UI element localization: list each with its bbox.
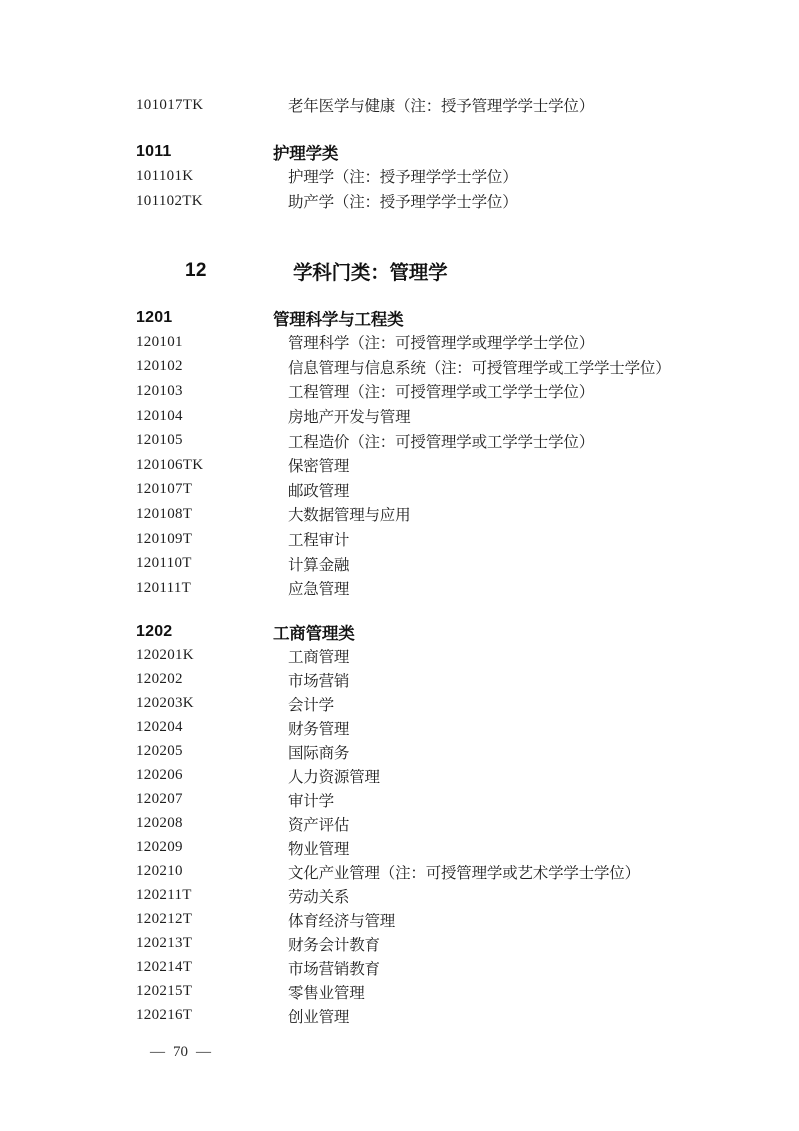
specialty-row <box>136 740 799 764</box>
specialty-row <box>136 884 799 908</box>
specialty-name: 大数据管理与应用 <box>288 507 411 525</box>
specialty-row <box>136 812 799 836</box>
specialty-code: 120201K <box>136 647 194 663</box>
footer-dash-right: — <box>196 1044 211 1060</box>
specialty-name: 护理学（注：授予理学学士学位） <box>288 169 518 187</box>
specialty-name: 人力资源管理 <box>288 768 380 786</box>
footer-dash-left: — <box>150 1044 165 1060</box>
specialty-row <box>136 93 799 118</box>
specialty-name: 工程造价（注：可授管理学或工学学士学位） <box>288 433 595 451</box>
specialty-name: 会计学 <box>288 696 334 714</box>
specialty-code: 120204 <box>136 719 183 735</box>
specialty-name: 物业管理 <box>288 840 350 858</box>
document-section <box>136 257 799 285</box>
specialty-name: 财务管理 <box>288 720 350 738</box>
specialty-name: 工程审计 <box>288 532 350 550</box>
category-name: 工商管理类 <box>273 624 355 643</box>
specialty-code: 120104 <box>136 407 183 424</box>
specialty-code: 120103 <box>136 382 183 399</box>
specialty-name: 市场营销 <box>288 672 350 690</box>
specialty-code: 120213T <box>136 935 193 951</box>
category-code: 1201 <box>136 308 173 326</box>
discipline-title: 学科门类：管理学 <box>293 262 448 285</box>
category-row <box>136 140 799 165</box>
specialty-row <box>136 551 799 576</box>
specialty-code: 120106TK <box>136 456 204 473</box>
specialty-row <box>136 956 799 980</box>
specialty-code: 120211T <box>136 887 192 903</box>
specialty-code: 120203K <box>136 695 194 711</box>
specialty-name: 财务会计教育 <box>288 936 380 954</box>
specialty-row <box>136 836 799 860</box>
specialty-row <box>136 692 799 716</box>
specialty-code: 120216T <box>136 1007 193 1023</box>
specialty-name: 老年医学与健康（注：授予管理学学士学位） <box>288 98 595 116</box>
specialty-row <box>136 576 799 601</box>
specialty-row <box>136 932 799 956</box>
specialty-name: 国际商务 <box>288 744 350 762</box>
specialty-code: 120110T <box>136 555 192 572</box>
document-section <box>136 93 799 118</box>
specialty-name: 应急管理 <box>288 581 350 599</box>
specialty-name: 房地产开发与管理 <box>288 409 411 427</box>
category-name: 护理学类 <box>273 144 339 163</box>
specialty-row <box>136 428 799 453</box>
specialty-row <box>136 330 799 355</box>
specialty-row <box>136 478 799 503</box>
specialty-name: 信息管理与信息系统（注：可授管理学或工学学士学位） <box>288 359 671 377</box>
specialty-code: 120202 <box>136 671 183 687</box>
specialty-code: 120107T <box>136 481 193 498</box>
discipline-code: 12 <box>185 260 207 282</box>
specialty-row <box>136 716 799 740</box>
category-name: 管理科学与工程类 <box>273 310 404 329</box>
specialty-code: 120109T <box>136 530 193 547</box>
page-number: 70 <box>173 1044 188 1060</box>
specialty-name: 计算金融 <box>288 556 350 574</box>
specialty-name: 体育经济与管理 <box>288 912 396 930</box>
specialty-name: 保密管理 <box>288 458 350 476</box>
specialty-name: 工商管理 <box>288 648 350 666</box>
specialty-code: 101017TK <box>136 96 204 113</box>
specialty-row <box>136 164 799 189</box>
specialty-row <box>136 860 799 884</box>
specialty-row <box>136 668 799 692</box>
discipline-header-row <box>136 257 799 285</box>
category-code: 1202 <box>136 622 173 640</box>
category-code: 1011 <box>136 142 172 160</box>
document-section <box>136 140 799 214</box>
category-row <box>136 620 799 644</box>
specialty-row <box>136 788 799 812</box>
specialty-code: 120214T <box>136 959 193 975</box>
specialty-row <box>136 189 799 214</box>
category-row <box>136 305 799 330</box>
specialty-code: 120215T <box>136 983 193 999</box>
specialty-row <box>136 764 799 788</box>
page-footer <box>136 1041 799 1065</box>
specialty-row <box>136 404 799 429</box>
specialty-code: 120210 <box>136 863 183 879</box>
specialty-row <box>136 453 799 478</box>
specialty-name: 创业管理 <box>288 1008 350 1026</box>
specialty-code: 120212T <box>136 911 193 927</box>
specialty-row <box>136 1004 799 1028</box>
specialty-row <box>136 980 799 1004</box>
specialty-name: 零售业管理 <box>288 984 365 1002</box>
specialty-code: 120105 <box>136 432 183 449</box>
specialty-code: 120208 <box>136 815 183 831</box>
specialty-code: 120102 <box>136 358 183 375</box>
specialty-code: 120111T <box>136 579 192 596</box>
specialty-name: 劳动关系 <box>288 888 350 906</box>
specialty-row <box>136 527 799 552</box>
specialty-row <box>136 644 799 668</box>
specialty-row <box>136 355 799 380</box>
specialty-name: 市场营销教育 <box>288 960 380 978</box>
specialty-name: 助产学（注：授予理学学士学位） <box>288 194 518 212</box>
document-body <box>136 93 799 1028</box>
specialty-code: 120206 <box>136 767 183 783</box>
specialty-code: 120209 <box>136 839 183 855</box>
specialty-name: 邮政管理 <box>288 482 350 500</box>
specialty-code: 101101K <box>136 167 194 184</box>
specialty-code: 120101 <box>136 333 183 350</box>
specialty-row <box>136 908 799 932</box>
specialty-code: 120207 <box>136 791 183 807</box>
specialty-name: 审计学 <box>288 792 334 810</box>
specialty-row <box>136 502 799 527</box>
specialty-name: 资产评估 <box>288 816 350 834</box>
specialty-name: 工程管理（注：可授管理学或工学学士学位） <box>288 384 595 402</box>
specialty-code: 120108T <box>136 505 193 522</box>
specialty-name: 文化产业管理（注：可授管理学或艺术学学士学位） <box>288 864 640 882</box>
document-section <box>136 305 799 600</box>
specialty-name: 管理科学（注：可授管理学或理学学士学位） <box>288 335 595 353</box>
specialty-code: 120205 <box>136 743 183 759</box>
document-section <box>136 620 799 1028</box>
specialty-row <box>136 379 799 404</box>
specialty-code: 101102TK <box>136 192 203 209</box>
